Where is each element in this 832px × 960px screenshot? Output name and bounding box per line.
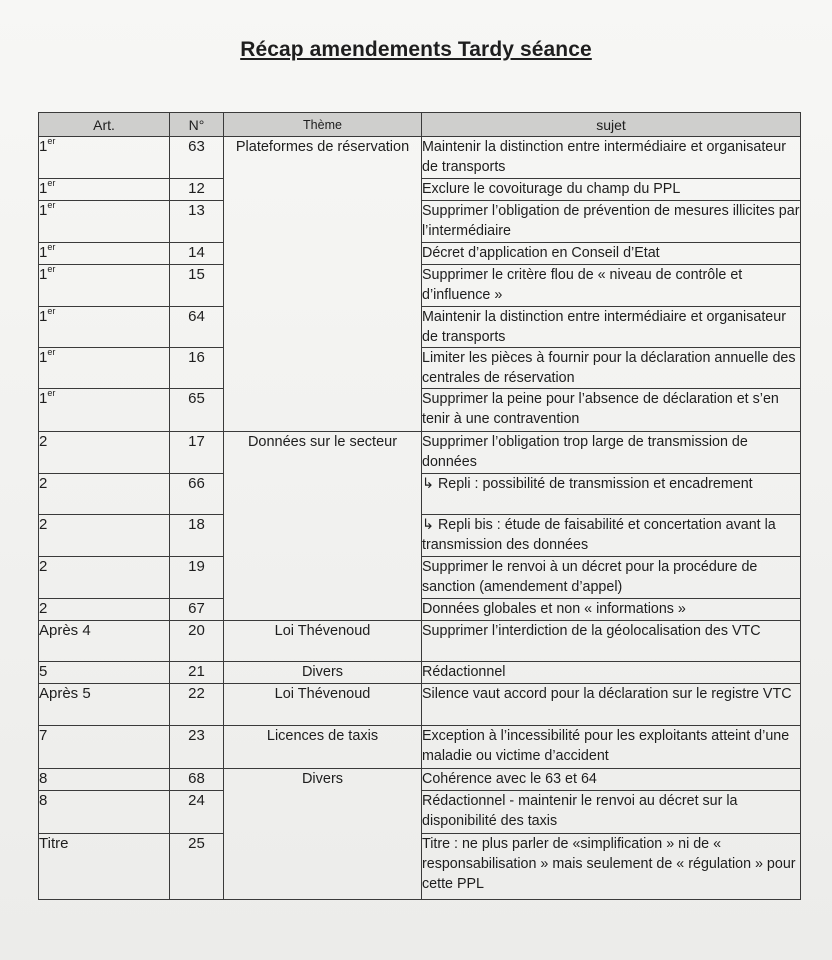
article-number: 1 xyxy=(39,138,48,155)
table-row xyxy=(39,621,801,662)
article-number: 1 xyxy=(39,308,48,325)
cell-theme: Loi Thévenoud xyxy=(224,621,422,662)
article-number: 1 xyxy=(39,266,48,283)
cell-amendment-number: 17 xyxy=(170,432,224,474)
article-ordinal-suffix: er xyxy=(47,200,56,210)
header-row xyxy=(39,113,801,137)
cell-theme: Plateformes de réservation xyxy=(224,137,422,432)
table-row xyxy=(39,662,801,684)
article-number: 2 xyxy=(39,600,48,617)
cell-article xyxy=(39,201,170,243)
cell-amendment-number: 14 xyxy=(170,243,224,265)
cell-theme: Données sur le secteur xyxy=(224,432,422,621)
header-art: Art. xyxy=(39,113,170,137)
article-ordinal-suffix: er xyxy=(47,136,56,146)
cell-subject: Données globales et non « informations » xyxy=(422,599,801,621)
article-number: 2 xyxy=(39,475,48,492)
cell-amendment-number: 18 xyxy=(170,515,224,557)
cell-article xyxy=(39,599,170,621)
article-number: 1 xyxy=(39,244,48,261)
cell-amendment-number: 16 xyxy=(170,348,224,389)
cell-article xyxy=(39,243,170,265)
article-number: 1 xyxy=(39,180,48,197)
article-number: 8 xyxy=(39,770,48,787)
cell-subject: Supprimer le renvoi à un décret pour la procédure de sanction (amendement d’appel) xyxy=(422,557,801,599)
cell-amendment-number: 67 xyxy=(170,599,224,621)
article-number: 2 xyxy=(39,433,48,450)
article-number: 1 xyxy=(39,202,48,219)
cell-subject: Maintenir la distinction entre intermédiaire et organisateur de transports xyxy=(422,137,801,179)
cell-amendment-number: 25 xyxy=(170,834,224,900)
cell-article xyxy=(39,515,170,557)
cell-amendment-number: 21 xyxy=(170,662,224,684)
document-title: Récap amendements Tardy séance xyxy=(240,38,592,61)
table-body xyxy=(39,137,801,900)
article-number: 7 xyxy=(39,727,48,744)
cell-article xyxy=(39,684,170,726)
article-number: Après 4 xyxy=(39,622,91,639)
article-ordinal-suffix: er xyxy=(47,347,56,357)
cell-article xyxy=(39,557,170,599)
cell-amendment-number: 64 xyxy=(170,307,224,348)
cell-subject: Exception à l’incessibilité pour les exploitants atteint d’une maladie ou victime d’accident xyxy=(422,726,801,769)
article-number: Titre xyxy=(39,835,69,852)
article-number: 2 xyxy=(39,558,48,575)
cell-amendment-number: 68 xyxy=(170,769,224,791)
cell-subject: Supprimer l’interdiction de la géolocalisation des VTC xyxy=(422,621,801,662)
cell-amendment-number: 13 xyxy=(170,201,224,243)
cell-article xyxy=(39,389,170,432)
cell-article xyxy=(39,432,170,474)
cell-amendment-number: 22 xyxy=(170,684,224,726)
cell-article xyxy=(39,662,170,684)
cell-article xyxy=(39,726,170,769)
cell-subject: Supprimer l’obligation de prévention de mesures illicites par l’intermédiaire xyxy=(422,201,801,243)
table-header xyxy=(39,113,801,137)
cell-article xyxy=(39,791,170,834)
table-row xyxy=(39,137,801,179)
cell-article xyxy=(39,307,170,348)
cell-subject: Rédactionnel - maintenir le renvoi au décret sur la disponibilité des taxis xyxy=(422,791,801,834)
cell-amendment-number: 65 xyxy=(170,389,224,432)
cell-amendment-number: 15 xyxy=(170,265,224,307)
cell-theme: Loi Thévenoud xyxy=(224,684,422,726)
article-ordinal-suffix: er xyxy=(47,264,56,274)
cell-subject: ↳ Repli : possibilité de transmission et encadrement xyxy=(422,474,801,515)
cell-subject: Exclure le covoiturage du champ du PPL xyxy=(422,179,801,201)
header-theme: Thème xyxy=(224,113,422,137)
article-ordinal-suffix: er xyxy=(47,242,56,252)
article-number: Après 5 xyxy=(39,685,91,702)
cell-article xyxy=(39,834,170,900)
cell-subject: Supprimer le critère flou de « niveau de contrôle et d’influence » xyxy=(422,265,801,307)
cell-amendment-number: 19 xyxy=(170,557,224,599)
cell-subject: Cohérence avec le 63 et 64 xyxy=(422,769,801,791)
cell-article xyxy=(39,621,170,662)
cell-theme: Divers xyxy=(224,769,422,900)
cell-amendment-number: 24 xyxy=(170,791,224,834)
header-num: N° xyxy=(170,113,224,137)
cell-subject: ↳ Repli bis : étude de faisabilité et concertation avant la transmission des données xyxy=(422,515,801,557)
cell-subject: Décret d’application en Conseil d’Etat xyxy=(422,243,801,265)
cell-amendment-number: 20 xyxy=(170,621,224,662)
cell-article xyxy=(39,137,170,179)
cell-theme: Divers xyxy=(224,662,422,684)
cell-article xyxy=(39,769,170,791)
cell-article xyxy=(39,348,170,389)
table-row xyxy=(39,769,801,791)
cell-subject: Rédactionnel xyxy=(422,662,801,684)
amendments-table xyxy=(38,112,801,900)
article-number: 5 xyxy=(39,663,48,680)
cell-subject: Limiter les pièces à fournir pour la déclaration annuelle des centrales de réservation xyxy=(422,348,801,389)
cell-article xyxy=(39,265,170,307)
cell-amendment-number: 12 xyxy=(170,179,224,201)
table-row xyxy=(39,684,801,726)
article-number: 8 xyxy=(39,792,48,809)
article-number: 1 xyxy=(39,390,48,407)
article-number: 1 xyxy=(39,349,48,366)
cell-theme: Licences de taxis xyxy=(224,726,422,769)
header-sujet: sujet xyxy=(422,113,801,137)
cell-subject: Titre : ne plus parler de «simplification » ni de « responsabilisation » mais seulement de « régulation » pour cette PPL xyxy=(422,834,801,900)
cell-article xyxy=(39,179,170,201)
article-number: 2 xyxy=(39,516,48,533)
cell-subject: Silence vaut accord pour la déclaration sur le registre VTC xyxy=(422,684,801,726)
cell-subject: Supprimer la peine pour l’absence de déclaration et s’en tenir à une contravention xyxy=(422,389,801,432)
table-row xyxy=(39,726,801,769)
article-ordinal-suffix: er xyxy=(47,388,56,398)
cell-article xyxy=(39,474,170,515)
cell-amendment-number: 66 xyxy=(170,474,224,515)
table-row xyxy=(39,432,801,474)
cell-subject: Maintenir la distinction entre intermédiaire et organisateur de transports xyxy=(422,307,801,348)
article-ordinal-suffix: er xyxy=(47,178,56,188)
cell-subject: Supprimer l’obligation trop large de transmission de données xyxy=(422,432,801,474)
cell-amendment-number: 63 xyxy=(170,137,224,179)
article-ordinal-suffix: er xyxy=(47,306,56,316)
cell-amendment-number: 23 xyxy=(170,726,224,769)
